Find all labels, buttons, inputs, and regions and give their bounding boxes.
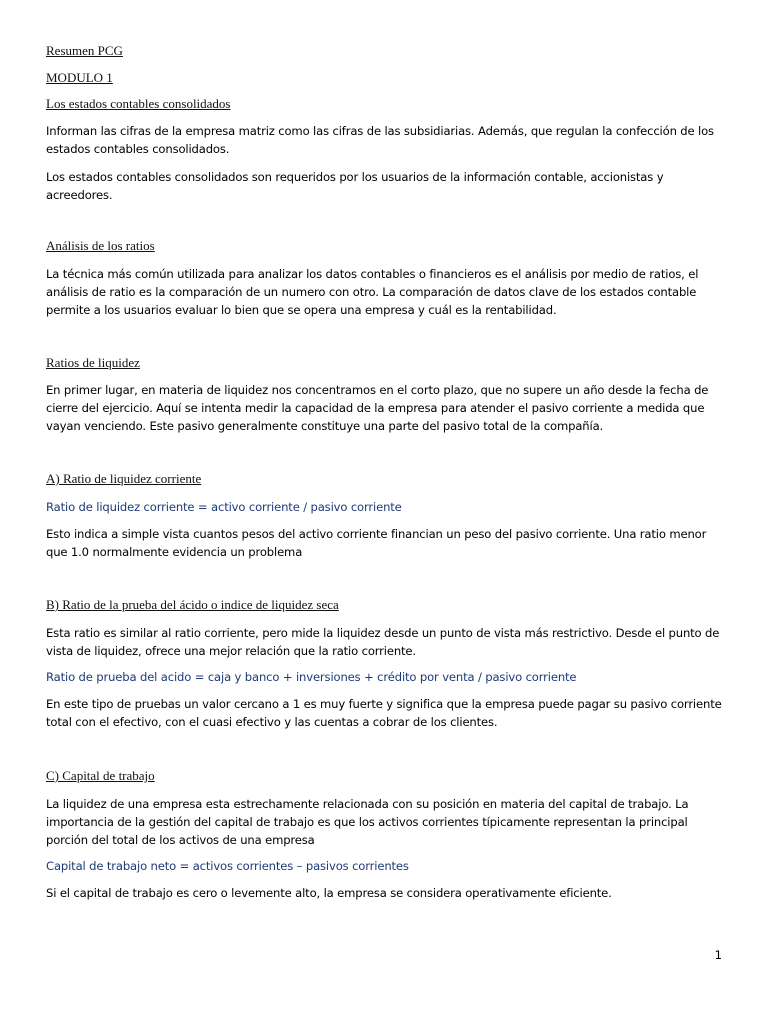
document-title: Resumen PCG [46,43,123,58]
formula-capital-trabajo: Capital de trabajo neto = activos corrientes – pasivos corrientes [46,859,409,873]
paragraph-consolidados-1: Informan las cifras de la empresa matriz como las cifras de las subsidiarias. Además, que regulan la confección de los estados contables consolidados. [46,124,714,156]
section-heading-consolidados: Los estados contables consolidados [46,96,231,111]
paragraph-acido-1: Esta ratio es similar al ratio corriente, pero mide la liquidez desde un punto de vista más restrictivo. Desde el punto de vista de liquidez, ofrece una mejor relación que la ratio corriente. [46,626,720,658]
paragraph-capital-1: La liquidez de una empresa esta estrechamente relacionada con su posición en materia del capital de trabajo. La importancia de la gestión del capital de trabajo es que los activos corrientes típicamente representan la principal porción del total de los activos de una empresa [46,797,689,847]
paragraph-corriente-1: Esto indica a simple vista cuantos pesos del activo corriente financian un peso del pasivo corriente. Una ratio menor que 1.0 normalmente evidencia un problema [46,527,707,559]
paragraph-capital-2: Si el capital de trabajo es cero o levemente alto, la empresa se considera operativamente eficiente. [46,886,612,900]
section-heading-ratios: Análisis de los ratios [46,238,155,253]
page-number: 1 [714,948,722,962]
section-heading-corriente: A) Ratio de liquidez corriente [46,471,202,486]
paragraph-consolidados-2: Los estados contables consolidados son requeridos por los usuarios de la información contable, accionistas y acreedores. [46,170,664,202]
formula-prueba-acido: Ratio de prueba del acido = caja y banco + inversiones + crédito por venta / pasivo corriente [46,670,577,684]
section-heading-liquidez: Ratios de liquidez [46,355,140,370]
paragraph-acido-2: En este tipo de pruebas un valor cercano a 1 es muy fuerte y significa que la empresa puede pagar su pasivo corriente total con el efectivo, con el cuasi efectivo y las cuentas a cobrar de los clientes. [46,697,722,729]
module-heading: MODULO 1 [46,70,113,85]
paragraph-ratios-1: La técnica más común utilizada para analizar los datos contables o financieros es el análisis por medio de ratios, el análisis de ratio es la comparación de un numero con otro. La comparación de datos clave de los estados contable permite a los usuarios evaluar lo bien que se opera una empresa y cuál es la rentabilidad. [46,267,699,317]
formula-liquidez-corriente: Ratio de liquidez corriente = activo corriente / pasivo corriente [46,500,402,514]
paragraph-liquidez-1: En primer lugar, en materia de liquidez nos concentramos en el corto plazo, que no supere un año desde la fecha de cierre del ejercicio. Aquí se intenta medir la capacidad de la empresa para atender el pasivo corriente a medida que vayan venciendo. Este pasivo generalmente constituye una parte del pasivo total de la compañía. [46,383,709,433]
section-heading-acido: B) Ratio de la prueba del ácido o indice de liquidez seca [46,597,339,612]
section-heading-capital: C) Capital de trabajo [46,768,155,783]
